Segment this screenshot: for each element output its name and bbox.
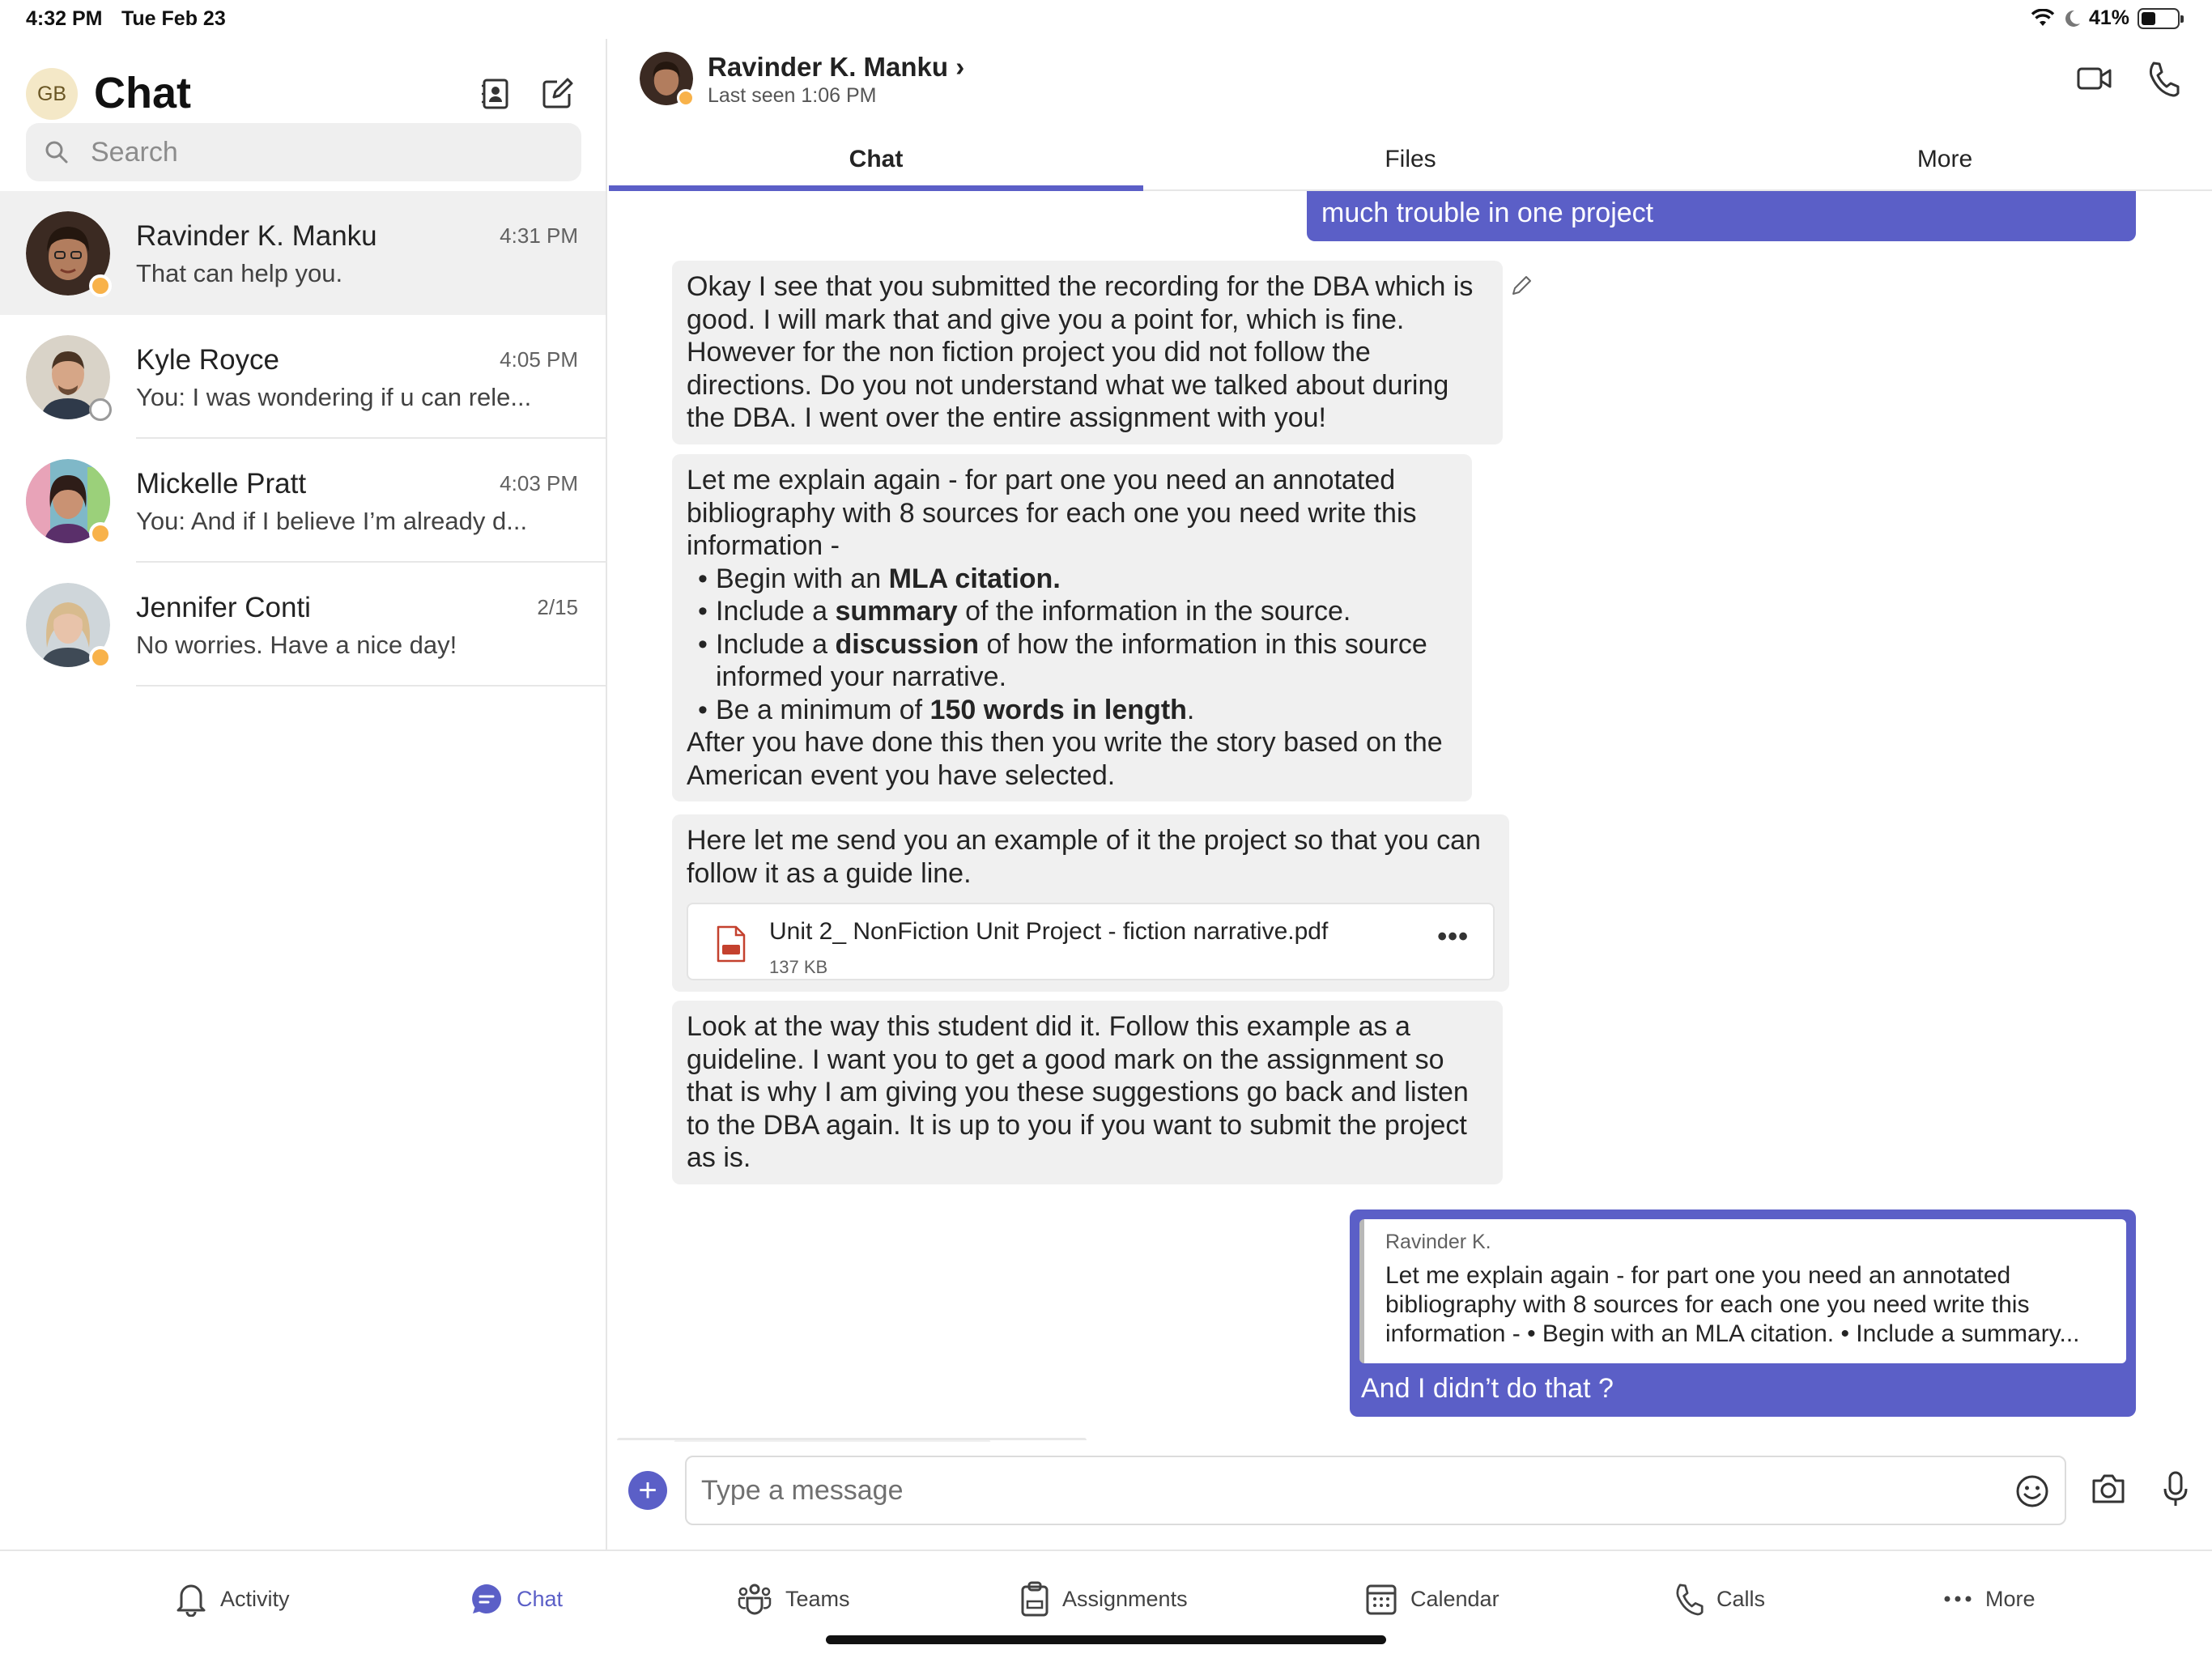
microphone-icon[interactable] xyxy=(2162,1471,2189,1508)
phone-call-icon[interactable] xyxy=(2146,60,2180,97)
conversation-item[interactable] xyxy=(0,315,606,439)
search-bar[interactable] xyxy=(26,123,581,181)
pdf-file-icon xyxy=(716,925,747,963)
status-date: Tue Feb 23 xyxy=(121,7,226,30)
status-time: 4:32 PM xyxy=(26,7,103,30)
list-item: • Include a summary of the information in the source. xyxy=(687,595,1457,628)
divider xyxy=(617,1438,1087,1440)
message-composer xyxy=(609,1442,2212,1550)
more-dots-icon xyxy=(1943,1594,1972,1604)
conversation-preview: No worries. Have a nice day! xyxy=(136,631,457,659)
nav-chat[interactable]: Chat xyxy=(470,1579,563,1619)
file-size: 137 KB xyxy=(769,957,828,977)
tab-files[interactable]: Files xyxy=(1385,146,1436,172)
conversation-preview: That can help you. xyxy=(136,259,343,287)
my-avatar[interactable]: GB xyxy=(26,68,78,120)
conversation-item[interactable] xyxy=(0,439,606,563)
message-text: Look at the way this student did it. Follow this example as a guideline. I want you to get a good mark on the assignment so that is why I am giving you these suggestions go back and listen to the DBA again. It is up to you if you want to submit the project as is. xyxy=(687,1011,1469,1173)
page-title: Chat xyxy=(94,69,191,117)
battery-percent: 41% xyxy=(2088,6,2129,29)
moon-icon xyxy=(2063,9,2081,28)
tab-more[interactable]: More xyxy=(1916,146,1973,172)
camera-icon[interactable] xyxy=(2091,1473,2126,1505)
list-item: • Be a minimum of 150 words in length. xyxy=(687,694,1457,727)
conversation-name: Mickelle Pratt xyxy=(136,468,307,500)
list-item: • Begin with an MLA citation. xyxy=(687,563,1457,596)
presence-offline-icon xyxy=(89,398,112,421)
nav-calls[interactable]: Calls xyxy=(1673,1579,1765,1619)
quoted-text: Let me explain again - for part one you need an annotated bibliography with 8 sources for each one you need write this information - • Begin with an MLA citation. • Include a summary... xyxy=(1385,1262,2080,1347)
list-item: • Include a discussion of how the information in this source informed your narrative. xyxy=(687,628,1457,694)
chat-list-pane xyxy=(0,39,607,1550)
edited-pencil-icon xyxy=(1509,274,1534,298)
avatar xyxy=(26,459,110,543)
conversation-list xyxy=(0,191,606,687)
contacts-icon[interactable] xyxy=(478,76,513,112)
search-input[interactable] xyxy=(91,123,568,181)
message-bubble-incoming[interactable] xyxy=(672,1001,1503,1184)
presence-away-icon xyxy=(89,274,112,297)
presence-away-icon xyxy=(677,89,695,107)
calendar-icon xyxy=(1365,1582,1397,1616)
contact-name[interactable]: Ravinder K. Manku › xyxy=(708,52,965,82)
avatar[interactable] xyxy=(640,52,693,105)
conversation-time: 4:31 PM xyxy=(500,223,578,248)
video-call-icon[interactable] xyxy=(2076,60,2113,97)
last-seen-status: Last seen 1:06 PM xyxy=(708,84,877,107)
conversation-preview: You: And if I believe I’m already d... xyxy=(136,507,528,535)
file-name: Unit 2_ NonFiction Unit Project - fiction narrative.pdf xyxy=(769,918,1329,945)
status-indicators xyxy=(2031,6,2180,30)
avatar xyxy=(26,335,110,419)
new-chat-icon[interactable] xyxy=(539,76,575,112)
avatar xyxy=(26,211,110,295)
nav-activity[interactable]: Activity xyxy=(175,1579,290,1619)
quoted-author: Ravinder K. xyxy=(1385,1231,1491,1253)
chat-header xyxy=(609,39,2212,191)
conversation-name: Kyle Royce xyxy=(136,344,280,376)
conversation-name: Ravinder K. Manku xyxy=(136,220,377,252)
conversation-time: 4:05 PM xyxy=(500,347,578,372)
quoted-message[interactable] xyxy=(1359,1219,2126,1363)
assignments-icon xyxy=(1020,1580,1049,1618)
status-bar xyxy=(0,0,2212,39)
chat-list-header xyxy=(26,55,581,133)
message-thread xyxy=(609,191,2212,1442)
chat-tabs xyxy=(609,128,2212,191)
message-bubble-outgoing[interactable] xyxy=(1307,191,2136,241)
chat-bubble-icon xyxy=(470,1582,504,1616)
conversation-name: Jennifer Conti xyxy=(136,592,311,623)
nav-teams[interactable]: Teams xyxy=(737,1579,850,1619)
file-attachment[interactable] xyxy=(687,903,1495,980)
nav-assignments[interactable]: Assignments xyxy=(1020,1579,1188,1619)
message-text: And I didn’t do that ? xyxy=(1361,1373,1614,1404)
message-box[interactable] xyxy=(685,1456,2066,1525)
message-bubble-incoming[interactable] xyxy=(672,814,1509,992)
message-bubble-incoming[interactable] xyxy=(672,261,1503,444)
conversation-item[interactable] xyxy=(0,191,606,315)
more-options-icon[interactable]: ••• xyxy=(1437,921,1469,952)
conversation-preview: You: I was wondering if u can rele... xyxy=(136,383,532,411)
bell-icon xyxy=(175,1581,207,1617)
message-text: much trouble in one project xyxy=(1321,198,1654,228)
message-text: Let me explain again - for part one you need an annotated bibliography with 8 sources for each one you need write this information - xyxy=(687,465,1417,561)
chevron-right-icon: › xyxy=(955,52,965,82)
add-attachment-button[interactable]: + xyxy=(628,1471,667,1510)
message-input[interactable] xyxy=(701,1457,1964,1524)
presence-away-icon xyxy=(89,522,112,545)
wifi-icon xyxy=(2031,9,2055,28)
conversation-item[interactable] xyxy=(0,563,606,687)
teams-icon xyxy=(737,1582,772,1616)
message-bullet-list xyxy=(687,563,1457,727)
nav-calendar[interactable]: Calendar xyxy=(1365,1579,1499,1619)
call-actions xyxy=(2076,60,2180,97)
presence-away-icon xyxy=(89,646,112,669)
home-indicator[interactable] xyxy=(826,1635,1386,1644)
avatar xyxy=(26,583,110,667)
conversation-time: 2/15 xyxy=(537,595,578,619)
message-text: Okay I see that you submitted the recording for the DBA which is good. I will mark that and give you a point for, which is fine. However for the non fiction project you did not follow the directions. Do you not understand what we talked about during the DBA. I went over the entire assignment with you! xyxy=(687,271,1474,433)
phone-icon xyxy=(1673,1581,1704,1617)
conversation-time: 4:03 PM xyxy=(500,471,578,495)
message-text: Here let me send you an example of it the project so that you can follow it as a guide line. xyxy=(687,825,1481,889)
message-bubble-outgoing-reply[interactable] xyxy=(1350,1209,2136,1417)
search-icon xyxy=(44,139,70,165)
emoji-icon[interactable] xyxy=(2014,1473,2050,1509)
message-text: After you have done this then you write the story based on the American event you have selected. xyxy=(687,727,1443,791)
battery-icon xyxy=(2138,8,2180,29)
message-bubble-incoming[interactable] xyxy=(672,454,1472,801)
nav-more[interactable]: More xyxy=(1943,1579,2035,1619)
tab-chat[interactable]: Chat xyxy=(609,128,1143,191)
